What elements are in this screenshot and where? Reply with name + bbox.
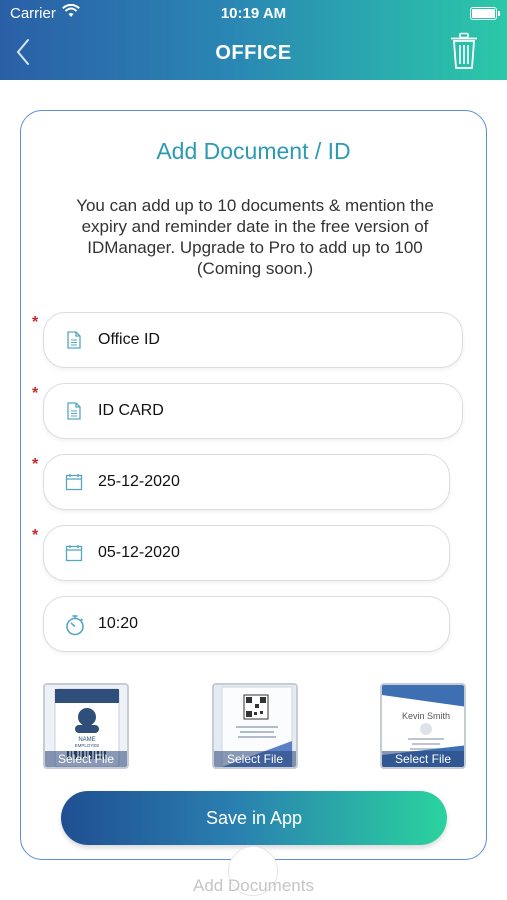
add-document-card [20,110,487,860]
stopwatch-icon [64,614,84,634]
document-type-field[interactable] [43,383,463,439]
carrier-label: Carrier [10,5,56,22]
expiry-date-field[interactable] [43,454,450,510]
card-description: You can add up to 10 documents & mention the expiry and reminder date in the free version of IDManager. Upgrade to Pro to add up to 100 (Coming soon.) [76,196,434,278]
reminder-time-value: 10:20 [98,615,139,632]
badge-name-text: Kevin Smith [401,711,451,721]
required-marker: * [32,456,39,473]
reminder-date-value: 05-12-2020 [98,544,180,561]
document-type-value: ID CARD [98,402,164,419]
select-file-label: Select File [45,751,127,767]
file-thumbnail-3[interactable] [380,683,466,769]
add-documents-tab-label[interactable]: Add Documents [193,876,314,895]
trash-icon [449,32,479,70]
select-file-label: Select File [382,751,464,767]
reminder-time-field[interactable] [43,596,450,652]
save-in-app-button[interactable]: Save in App [61,791,447,845]
navbar [0,28,507,80]
expiry-date-value: 25-12-2020 [98,473,180,490]
required-marker: * [32,527,39,544]
select-file-label: Select File [214,751,296,767]
calendar-icon [64,472,84,492]
file-thumbnail-1[interactable] [43,683,129,769]
document-icon [64,330,84,350]
document-name-field[interactable] [43,312,463,368]
battery-icon [470,7,497,20]
card-title: Add Document / ID [156,138,351,164]
required-marker: * [32,385,39,402]
status-bar [0,0,507,28]
badge-sub-text: EMPLOYEE [74,743,100,748]
reminder-date-field[interactable] [43,525,450,581]
document-name-value: Office ID [98,331,160,348]
status-time: 10:19 AM [220,5,287,22]
file-thumbnail-2[interactable] [212,683,298,769]
required-marker: * [32,314,39,331]
delete-button[interactable] [449,32,479,70]
document-icon [64,401,84,421]
calendar-icon [64,543,84,563]
header-bar [0,0,507,80]
page-title: OFFICE [215,42,292,64]
badge-name-text: NAME [78,737,96,743]
